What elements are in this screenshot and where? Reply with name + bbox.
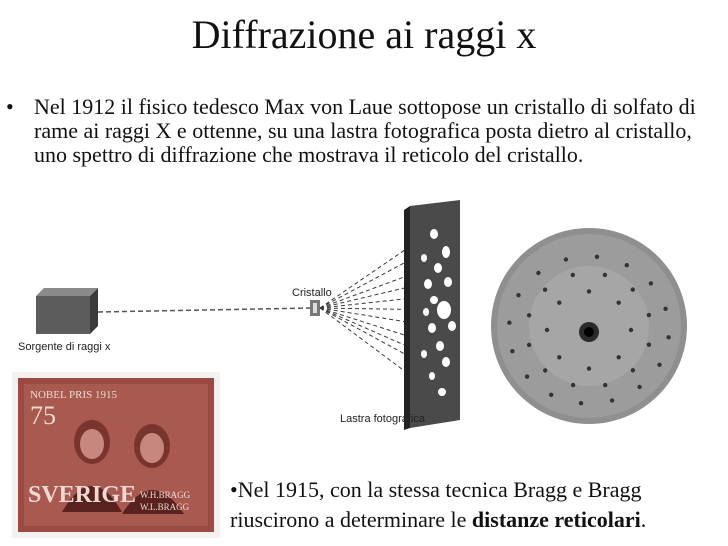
- laue-spot: [527, 313, 531, 317]
- laue-spot: [666, 335, 670, 339]
- laue-spot: [545, 328, 549, 332]
- slide-title: Diffrazione ai raggi x: [191, 12, 537, 57]
- bullet-marker: •: [6, 94, 14, 119]
- laue-spot: [663, 307, 667, 311]
- nobel-stamp: [12, 372, 220, 538]
- crystal: [310, 300, 320, 316]
- laue-spot: [564, 257, 568, 261]
- laue-spot: [510, 349, 514, 353]
- laue-spot: [543, 368, 547, 372]
- laue-spot: [587, 289, 591, 293]
- source-label: Sorgente di raggi x: [18, 341, 111, 353]
- bullet2-text: Nel 1915, con la stessa tecnica Bragg e Bragg riuscirono a determinare le: [230, 477, 642, 532]
- bullet2-bold: distanze reticolari: [471, 507, 641, 532]
- crystal-label: Cristallo: [292, 287, 332, 299]
- laue-spot: [631, 287, 635, 291]
- laue-spot: [617, 355, 621, 359]
- stamp-header: NOBEL PRIS 1915: [30, 389, 117, 401]
- laue-spot: [571, 273, 575, 277]
- laue-spot: [647, 313, 651, 317]
- laue-spot: [527, 343, 531, 347]
- photographic-plate: [404, 200, 460, 430]
- laue-spot: [557, 301, 561, 305]
- laue-spot: [536, 271, 540, 275]
- xray-source: [36, 288, 98, 334]
- bullet2-end: .: [640, 507, 647, 532]
- laue-spot: [629, 328, 633, 332]
- stamp-name-1: W.H.BRAGG: [140, 490, 191, 500]
- bullet-laue-text: Nel 1912 il fisico tedesco Max von Laue sottopose un cristallo di solfato di rame ai raggi X e ottenne, su una lastra fotografica posta dietro al cristallo, uno spettro di diffrazione che mostrava il reticolo del cristallo.: [34, 94, 696, 167]
- laue-pattern-photo: [491, 228, 687, 424]
- laue-spot: [603, 383, 607, 387]
- laue-spot: [625, 263, 629, 267]
- laue-spot: [571, 383, 575, 387]
- xray-beam: [98, 308, 312, 312]
- bullet2-marker: •: [230, 477, 238, 502]
- laue-spot: [587, 366, 591, 370]
- laue-spot: [579, 401, 583, 405]
- laue-spot: [647, 343, 651, 347]
- laue-spot: [543, 288, 547, 292]
- stamp-value: 75: [30, 401, 56, 430]
- laue-spot: [617, 301, 621, 305]
- laue-spot: [631, 368, 635, 372]
- laue-spot: [649, 281, 653, 285]
- laue-spot: [603, 273, 607, 277]
- laue-spot: [610, 398, 614, 402]
- laue-spot: [637, 385, 641, 389]
- bullet-bragg: [230, 475, 710, 535]
- stamp-country: SVERIGE: [28, 482, 137, 508]
- laue-spot: [525, 374, 529, 378]
- laue-spot: [549, 393, 553, 397]
- bullet-laue: [6, 95, 706, 167]
- stamp-name-2: W.L.BRAGG: [140, 502, 190, 512]
- laue-spot: [657, 363, 661, 367]
- laue-spot: [595, 255, 599, 259]
- plate-label: Lastra fotografica: [340, 413, 425, 425]
- laue-spot: [507, 321, 511, 325]
- laue-spot: [516, 293, 520, 297]
- laue-spot: [557, 355, 561, 359]
